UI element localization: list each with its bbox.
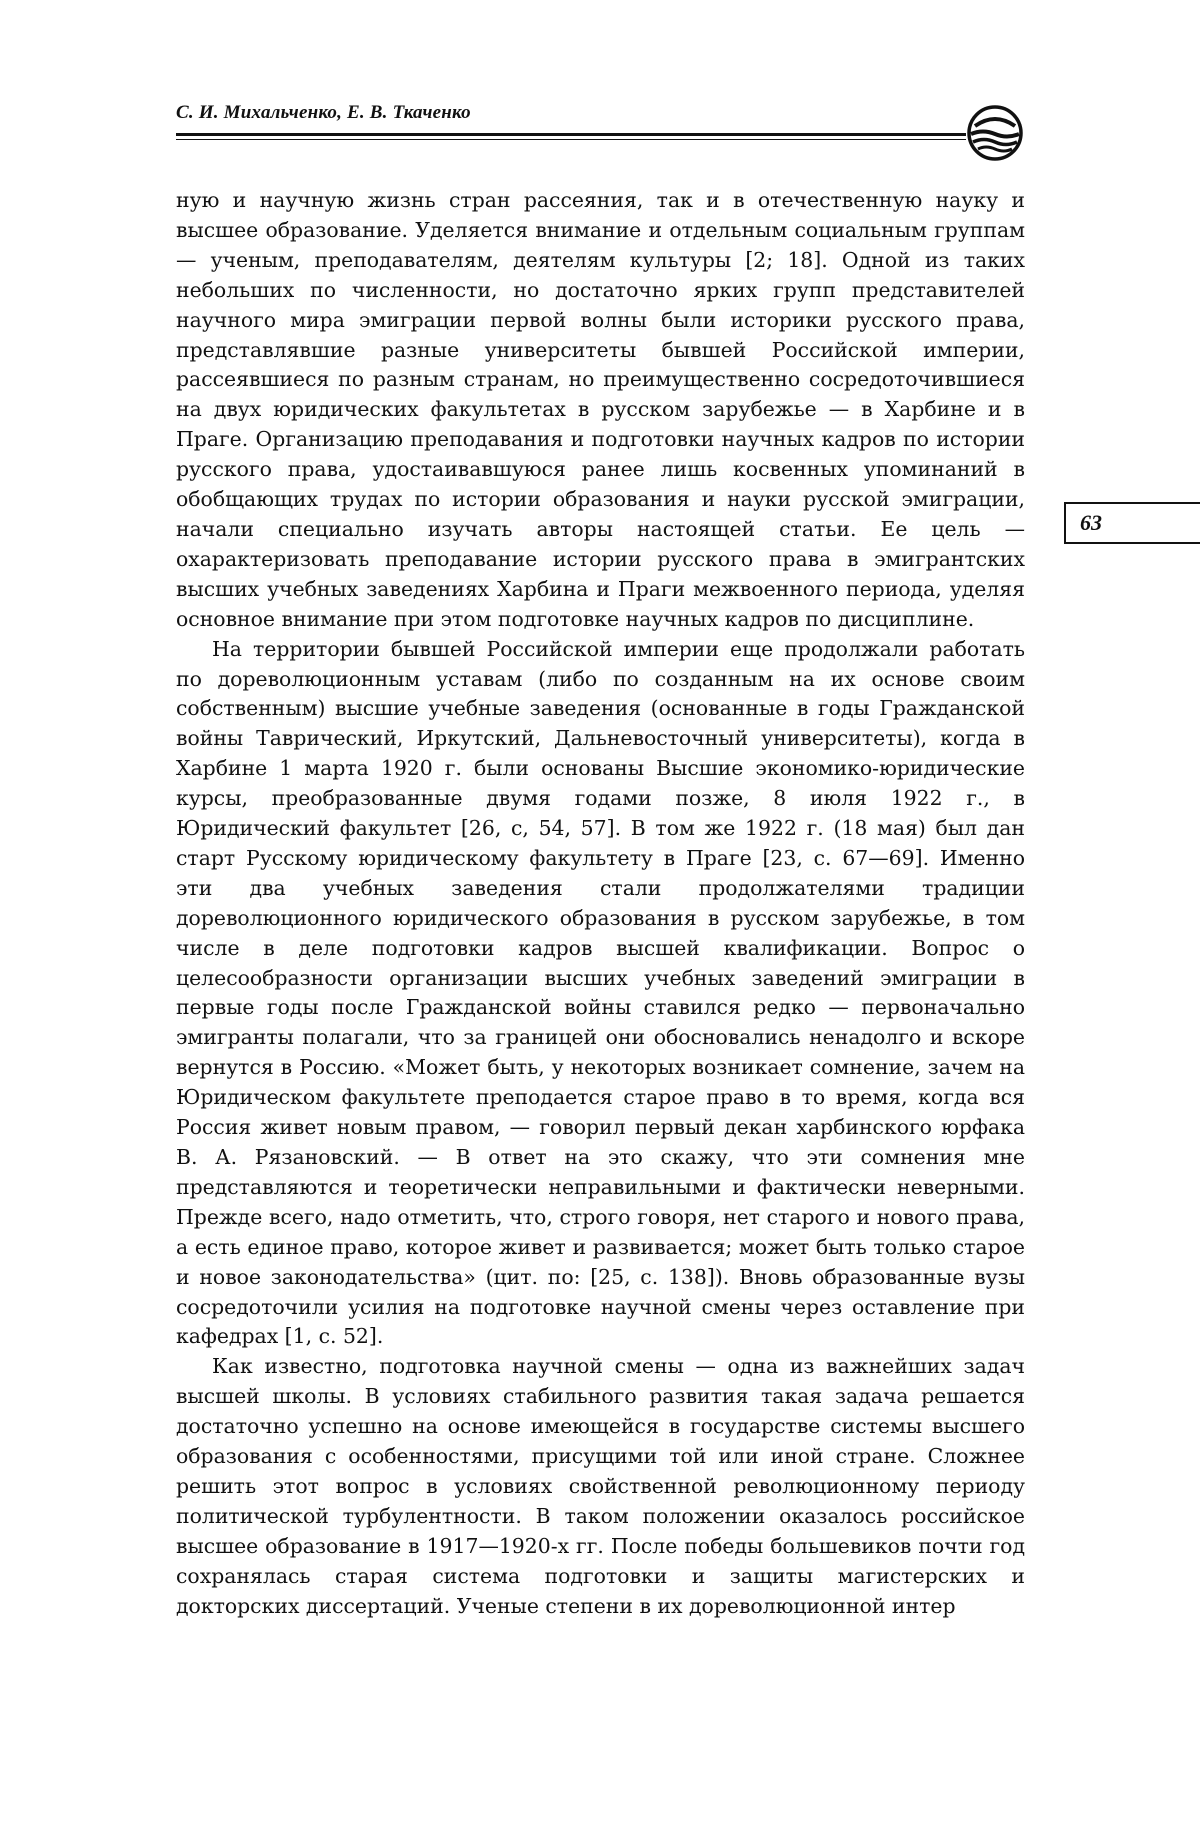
page-number: 63 [1080,510,1102,535]
running-header-authors: С. И. Михальченко, Е. В. Ткаченко [176,102,471,123]
header-rule-thin [176,139,966,140]
page-number-tab [1064,502,1200,544]
article-body [176,186,1025,1622]
paragraph-2: На территории бывшей Российской империи еще продолжали работать по дореволюционным уставам (либо по созданным на их основе своим собственным) высшие учебные заведения (основанные в годы Гражданской войны Таврический, Иркутский, Дальневосточный университеты), когда в Харбине 1 марта 1920 г. были основаны Высшие экономико-юридические курсы, преобразованные двумя годами позже, 8 июля 1922 г., в Юридический факультет [26, с, 54, 57]. В том же 1922 г. (18 мая) был дан старт Русскому юридическому факультету в Праге [23, с. 67—69]. Именно эти два учебных заведения стали продолжателями традиции дореволюционного юридического образования в русском зарубежье, в том числе в деле подготовки кадров высшей квалификации. Вопрос о целесообразности организации высших учебных заведений эмиграции в первые годы после Гражданской войны ставился редко — первоначально эмигранты полагали, что за границей они обосновались ненадолго и вскоре вернутся в Россию. «Может быть, у некоторых возникает сомнение, зачем на Юридическом факультете преподается старое право в то время, когда вся Россия живет новым правом, — говорил первый декан харбинского юрфака В. А. Рязановский. — В ответ на это скажу, что эти сомнения мне представляются и теоретически неправильными и фактически неверными. Прежде всего, надо отметить, что, строго говоря, нет старого и нового права, а есть единое право, которое живет и развивается; может быть только старое и новое законодательства» (цит. по: [25, с. 138]). Вновь образованные вузы сосредоточили усилия на подготовке научной смены через оставление при кафедрах [1, с. 52]. [176,636,1025,1349]
paragraph-3: Как известно, подготовка научной смены — одна из важнейших задач высшей школы. В условиях стабильного развития такая задача решается достаточно успешно на основе имеющейся в государстве системы высшего образования с особенностями, присущими той или иной стране. Сложнее решить этот вопрос в условиях свойственной революционному периоду политической турбулентности. В таком положении оказалось российское высшее образование в 1917—1920-х гг. После победы большевиков почти год сохранялась старая система подготовки и защиты магистерских и докторских диссертаций. Ученые степени в их дореволюционной интер [176,1354,1025,1618]
header-rule [176,133,966,136]
journal-logo-icon [966,104,1024,162]
paragraph-1: ную и научную жизнь стран рассеяния, так и в отечественную науку и высшее образование. Уделяется внимание и отдельным социальным группам — ученым, преподавателям, деятелям культуры [2; 18]. Одной из таких небольших по численности, но достаточно ярких групп представителей научного мира эмиграции первой волны были историки русского права, представлявшие разные университеты бывшей Российской империи, рассеявшиеся по разным странам, но преимущественно сосредоточившиеся на двух юридических факультетах в русском зарубежье — в Харбине и в Праге. Организацию преподавания и подготовки научных кадров по истории русского права, удостаивавшуюся ранее лишь косвенных упоминаний в обобщающих трудах по истории образования и науки русской эмиграции, начали специально изучать авторы настоящей статьи. Ее цель — охарактеризовать преподавание истории русского права в эмигрантских высших учебных заведениях Харбина и Праги межвоенного периода, уделяя основное внимание при этом подготовке научных кадров по дисциплине. [176,188,1025,631]
